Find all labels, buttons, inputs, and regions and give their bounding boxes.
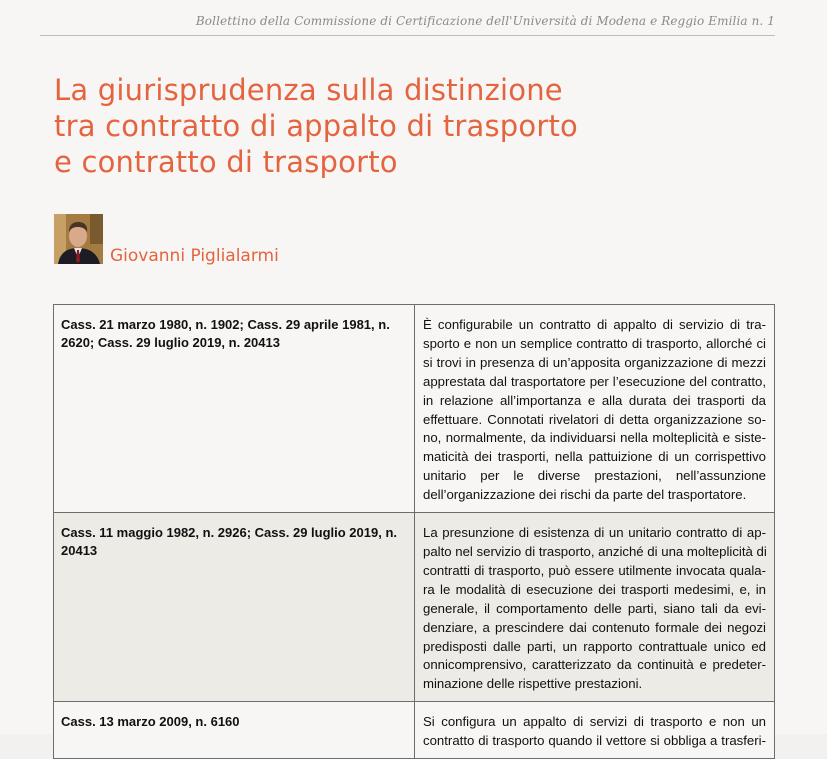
summary-line: denziare, a prescindere dai contenuto formale dei negozi — [423, 619, 766, 635]
rulings-table — [53, 304, 775, 759]
table-row — [54, 305, 775, 513]
summary-line: onnicomprensivo, caratterizzato da continuità e predeter- — [423, 657, 766, 673]
summary-line: apprestata dal trasportatore per l’esecuzione del contratto, — [423, 373, 766, 389]
summary-line: generale, il comportamento delle parti, siano tali da evi- — [423, 600, 766, 616]
summary-line: ra le modalità di esecuzione dei trasporti medesimi, e, in — [423, 581, 766, 597]
table-row — [54, 702, 775, 759]
reference-line: 2620; Cass. 29 luglio 2019, n. 20413 — [61, 334, 280, 350]
summary-line: La presunzione di esistenza di un unitario contratto di ap- — [423, 525, 766, 541]
ruling-summary-cell — [415, 702, 775, 759]
ruling-reference-cell — [54, 702, 415, 759]
ruling-reference-cell — [54, 305, 415, 513]
reference-line: Cass. 21 marzo 1980, n. 1902; Cass. 29 aprile 1981, n. — [61, 317, 390, 332]
summary-line: no, normalmente, da individuarsi nella molteplicità e siste- — [423, 430, 766, 446]
summary-line: È configurabile un contratto di appalto di servizio di tra- — [423, 317, 766, 332]
summary-line: unitario per le diverse prestazioni, nell’assunzione — [423, 468, 766, 484]
summary-line: contratti di trasporto, può essere utilmente invocata quala- — [423, 562, 766, 578]
reference-line: Cass. 13 marzo 2009, n. 6160 — [61, 714, 240, 730]
reference-line: 20413 — [61, 542, 98, 558]
summary-line: Si configura un appalto di servizi di trasporto e non un — [423, 714, 766, 730]
author-portrait-image — [54, 214, 103, 264]
summary-line: effettuare. Connotati rivelatori di detta organizzazione so- — [423, 411, 766, 427]
author-photo — [54, 214, 103, 264]
summary-line: sporto e non un semplice contratto di trasporto, allorché ci — [423, 335, 766, 351]
summary-line: palto nel servizio di trasporto, anziché di una molteplicità di — [423, 543, 767, 559]
author-name: Giovanni Piglialarmi — [110, 246, 279, 266]
running-header: Bollettino della Commissione di Certificazione dell'Università di Modena e Reggio Emilia n. 1 — [195, 14, 775, 28]
ruling-summary-cell — [415, 305, 775, 513]
ruling-summary-cell — [415, 513, 775, 702]
header-rule — [40, 35, 775, 36]
summary-line: si trovi in presenza di un’apposita organizzazione di mezzi — [423, 354, 766, 370]
summary-line: contratto di trasporto quando il vettore si obbliga a trasferi- — [423, 733, 766, 749]
summary-line: predisposti dalle parti, un rapporto contrattuale unico ed — [423, 638, 766, 654]
summary-line: dell’organizzazione dei rischi da parte del trasportatore. — [423, 487, 747, 503]
summary-line: in relazione all’importanza e alla durata dei trasporti da — [423, 392, 766, 408]
reference-line: Cass. 11 maggio 1982, n. 2926; Cass. 29 luglio 2019, n. — [61, 525, 398, 541]
title-line: tra contratto di appalto di trasporto — [54, 109, 578, 143]
title-line: La giurisprudenza sulla distinzione — [54, 73, 563, 107]
table-row — [54, 513, 775, 702]
article-title — [54, 72, 654, 180]
title-line: e contratto di trasporto — [54, 145, 398, 179]
ruling-reference-cell — [54, 513, 415, 702]
summary-line: maticità dei trasporti, nella pattuizione di un corrispettivo — [423, 449, 766, 465]
summary-line: minazione delle rispettive prestazioni. — [423, 676, 643, 692]
